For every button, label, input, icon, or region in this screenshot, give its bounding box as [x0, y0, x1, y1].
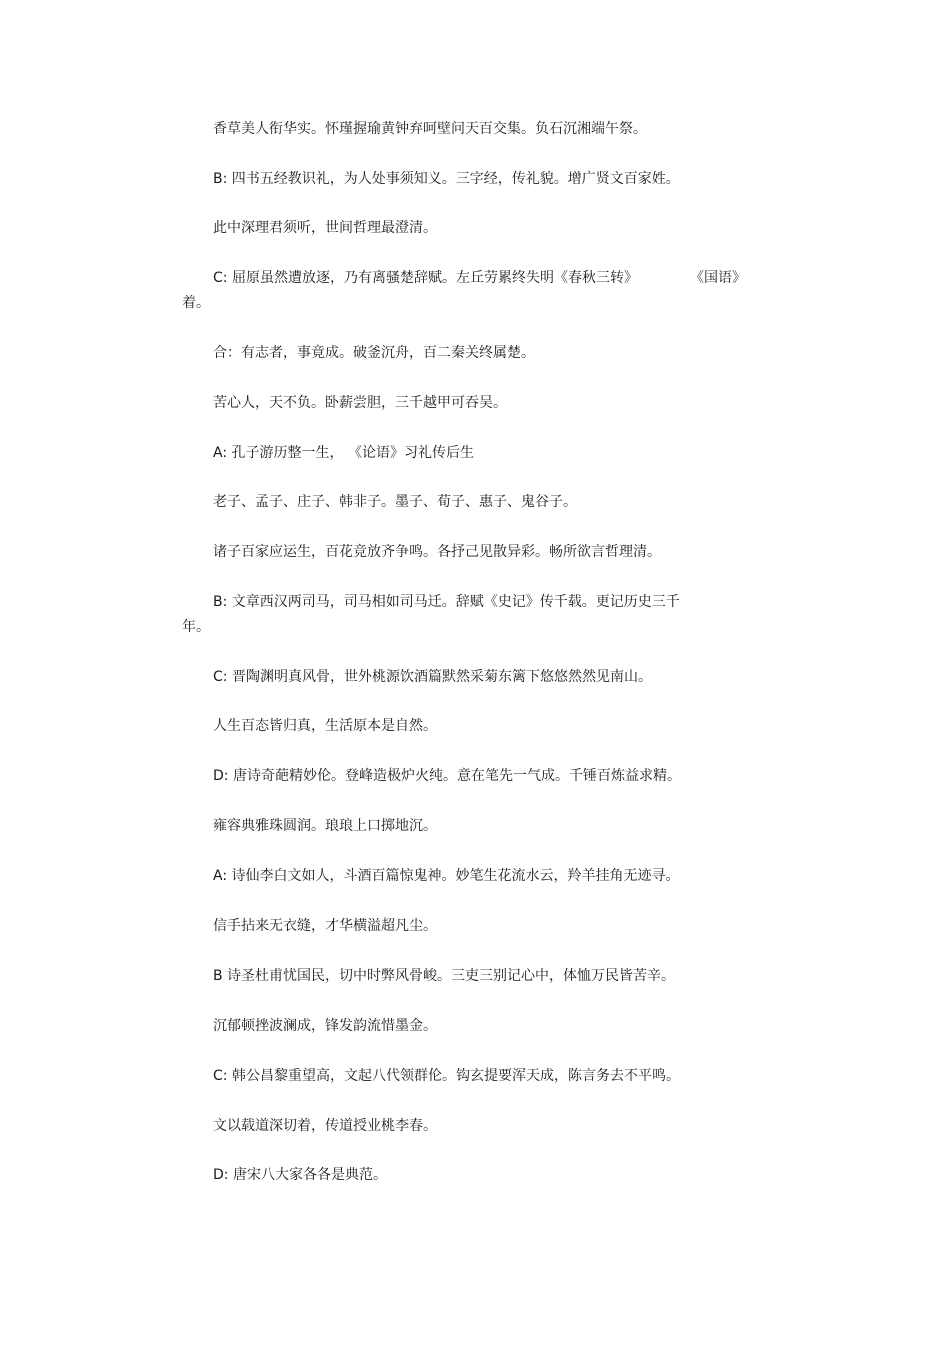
text-line: 老子、孟子、庄子、韩非子。墨子、荀子、惠子、鬼谷子。	[213, 494, 577, 510]
text-line: 人生百态皆归真，生活原本是自然。	[213, 718, 437, 734]
text-line: D: 唐诗奇葩精妙伦。登峰造极炉火纯。意在笔先一气成。千锤百炼益求精。	[213, 768, 681, 784]
text-line: B: 四书五经教识礼，为人处事须知义。三字经，传礼貌。增广贤文百家姓。	[213, 171, 680, 187]
text-line: 诸子百家应运生，百花竞放齐争鸣。各抒己见散异彩。畅所欲言哲理清。	[213, 544, 661, 560]
text-line-c-quyuan	[0, 266, 950, 290]
text-line: 信手拈来无衣缝，才华横溢超凡尘。	[213, 918, 437, 934]
text-line: 雍容典雅珠圆润。琅琅上口掷地沉。	[213, 818, 437, 834]
text-segment: C: 屈原虽然遭放逐，乃有离骚楚辞赋。左丘劳累终失明《春秋三转》	[213, 270, 638, 286]
text-line: 香草美人衔华实。怀瑾握瑜黄钟弃呵壁问天百交集。负石沉湘端午祭。	[213, 121, 647, 137]
text-line: A: 诗仙李白文如人，斗酒百篇惊鬼神。妙笔生花流水云，羚羊挂角无迹寻。	[213, 868, 680, 884]
text-line-continuation: 着。	[182, 295, 210, 311]
text-line: C: 晋陶渊明真风骨，世外桃源饮酒篇默然采菊东篱下悠悠然然见南山。	[213, 669, 652, 685]
text-segment: 《国语》	[689, 270, 746, 286]
text-line: 苦心人，天不负。卧薪尝胆，三千越甲可吞吴。	[213, 395, 507, 411]
text-line: D: 唐宋八大家各各是典范。	[213, 1167, 387, 1183]
text-line: 文以载道深切着，传道授业桃李春。	[213, 1118, 437, 1134]
text-line: A: 孔子游历整一生， 《论语》习礼传后生	[213, 445, 474, 461]
text-line-b-sima: B: 文章西汉两司马，司马相如司马迁。辞赋《史记》传千载。更记历史三千	[213, 594, 680, 610]
text-line: B 诗圣杜甫忧国民，切中时弊风骨峻。三吏三别记心中，体恤万民皆苦辛。	[213, 968, 676, 984]
text-line: 此中深理君须听，世间哲理最澄清。	[213, 220, 437, 236]
text-line: 合：有志者，事竟成。破釜沉舟，百二秦关终属楚。	[213, 345, 535, 361]
text-line: 沉郁顿挫波澜成，锋发韵流惜墨金。	[213, 1018, 437, 1034]
text-line-continuation: 年。	[182, 619, 210, 635]
text-line: C: 韩公昌黎重望高，文起八代领群伦。钩玄提要浑天成，陈言务去不平鸣。	[213, 1068, 680, 1084]
